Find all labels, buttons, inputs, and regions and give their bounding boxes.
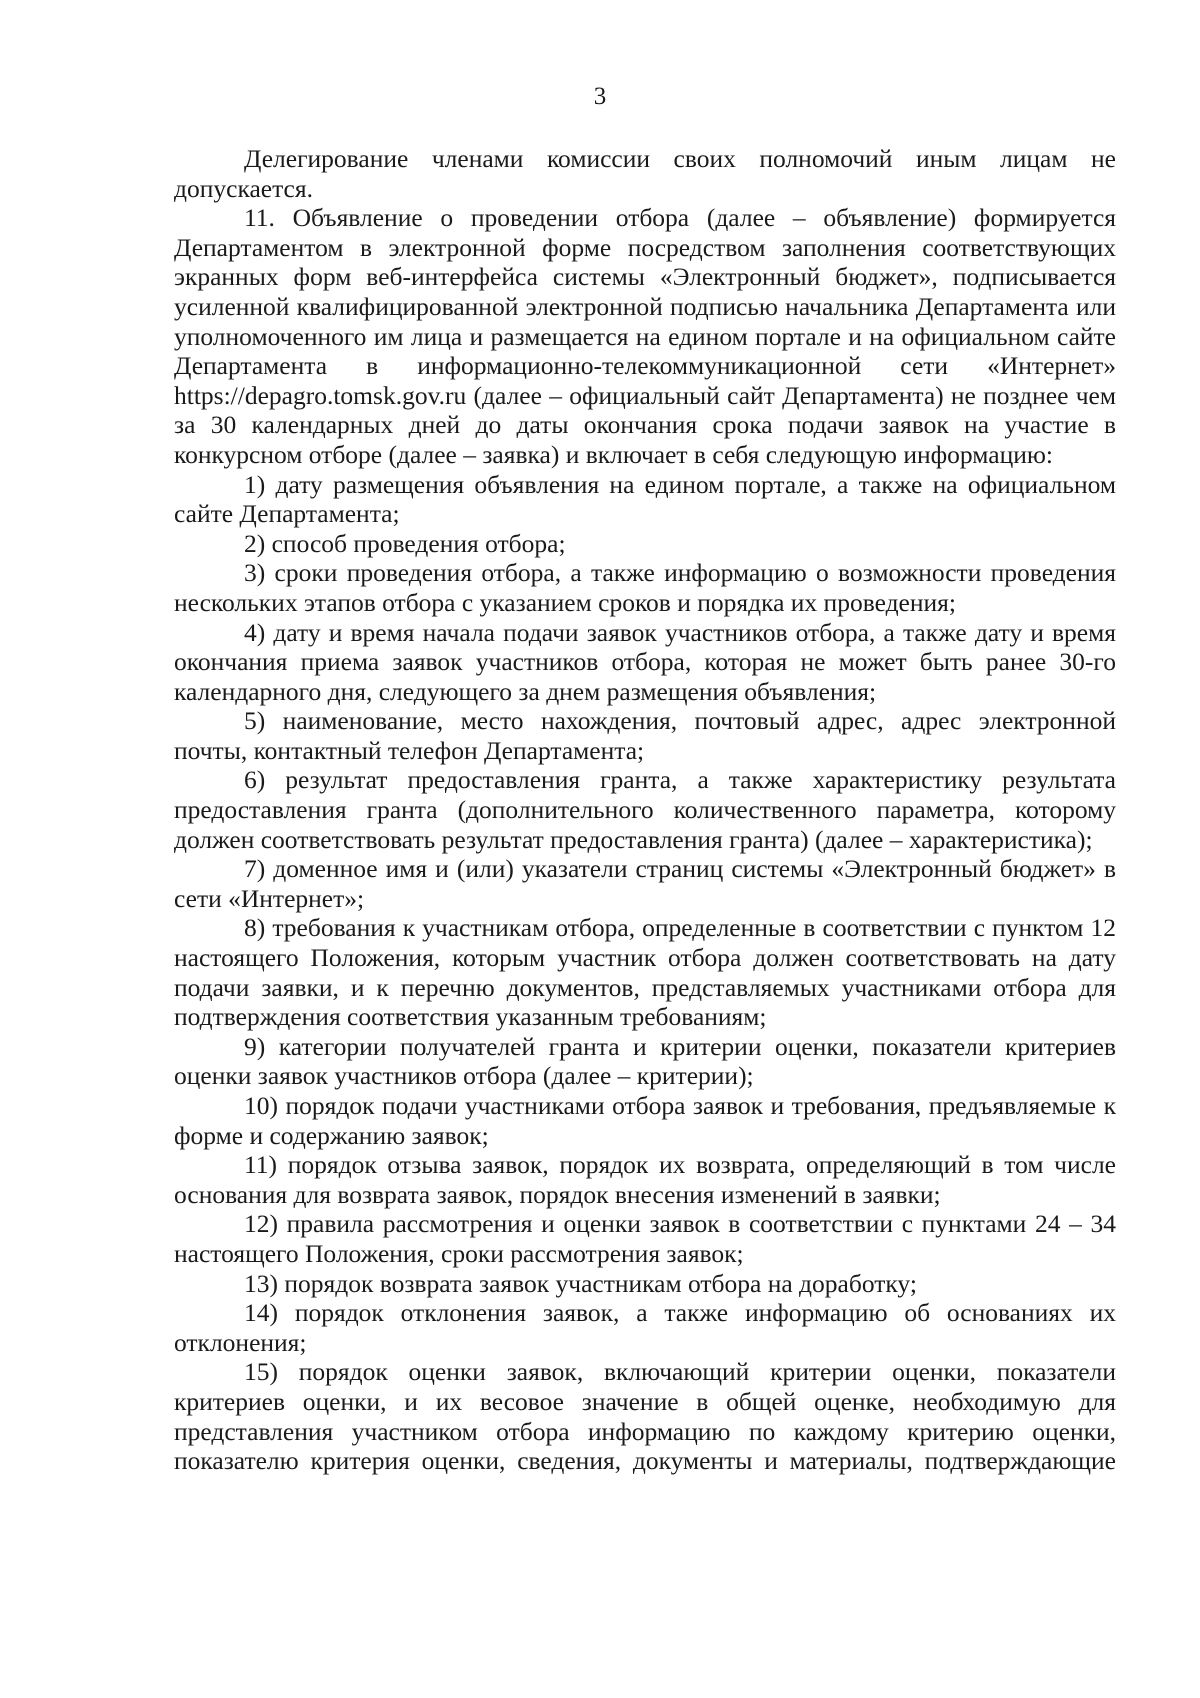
list-item-7: 7) доменное имя и (или) указатели страниц системы «Электронный бюджет» в сети «Интернет»; [174,854,1116,913]
list-item-8: 8) требования к участникам отбора, определенные в соответствии с пунктом 12 настоящего Положения, которым участник отбора должен соответствовать на дату подачи заявки, и к перечню документов, представляемых участниками отбора для подтверждения соответствия указанным требованиям; [174,913,1116,1032]
list-item-4: 4) дату и время начала подачи заявок участников отбора, а также дату и время окончания приема заявок участников отбора, которая не может быть ранее 30-го календарного дня, следующего за днем размещения объявления; [174,617,1116,706]
document-body [174,144,1116,1476]
list-item-13: 13) порядок возврата заявок участникам отбора на доработку; [244,1268,917,1298]
list-item-11: 11) порядок отзыва заявок, порядок их возврата, определяющий в том числе основания для возврата заявок, порядок внесения изменений в заявки; [174,1150,1116,1209]
list-item-1: 1) дату размещения объявления на едином портале, а также на официальном сайте Департамента; [174,469,1116,529]
paragraph-delegation: Делегирование членами комиссии своих полномочий иным лицам не допускается. [174,144,1116,203]
page-number: 3 [593,83,607,110]
paragraph-item-11: 11. Объявление о проведении отбора (далее – объявление) формируется Департаментом в электронной форме посредством заполнения соответствующих экранных форм веб-интерфейса системы «Электронный бюджет», подписывается усиленной квалифицированной электронной подписью начальника Департамента или уполномоченного им лица и размещается на едином портале и на официальном сайте Департамента в информационно-телекоммуникационной сети «Интернет» https://depagro.tomsk.gov.ru (далее – официальный сайт Департамента) не позднее чем за 30 календарных дней до даты окончания срока подачи заявок на участие в конкурсном отборе (далее – заявка) и включает в себя следующую информацию: [174,203,1116,469]
list-item-12: 12) правила рассмотрения и оценки заявок в соответствии с пунктами 24 – 34 настоящего Положения, сроки рассмотрения заявок; [174,1209,1116,1268]
list-item-10: 10) порядок подачи участниками отбора заявок и требования, предъявляемые к форме и содержанию заявок; [174,1091,1116,1150]
list-item-3: 3) сроки проведения отбора, а также информацию о возможности проведения нескольких этапов отбора с указанием сроков и порядка их проведения; [174,558,1116,617]
list-item-14: 14) порядок отклонения заявок, а также информацию об основаниях их отклонения; [174,1298,1116,1357]
list-item-9: 9) категории получателей гранта и критерии оценки, показатели критериев оценки заявок участников отбора (далее – критерии); [174,1031,1116,1091]
list-item-5: 5) наименование, место нахождения, почтовый адрес, адрес электронной почты, контактный телефон Департамента; [174,706,1116,765]
list-item-2: 2) способ проведения отбора; [244,528,566,558]
list-item-6: 6) результат предоставления гранта, а также характеристику результата предоставления гранта (дополнительного количественного параметра, которому должен соответствовать результат предоставления гранта) (далее – характеристика); [174,765,1116,854]
list-item-15: 15) порядок оценки заявок, включающий критерии оценки, показатели критериев оценки, и их весовое значение в общей оценке, необходимую для представления участником отбора информацию по каждому критерию оценки, показателю критерия оценки, сведения, документы и материалы, подтверждающие [174,1357,1116,1476]
